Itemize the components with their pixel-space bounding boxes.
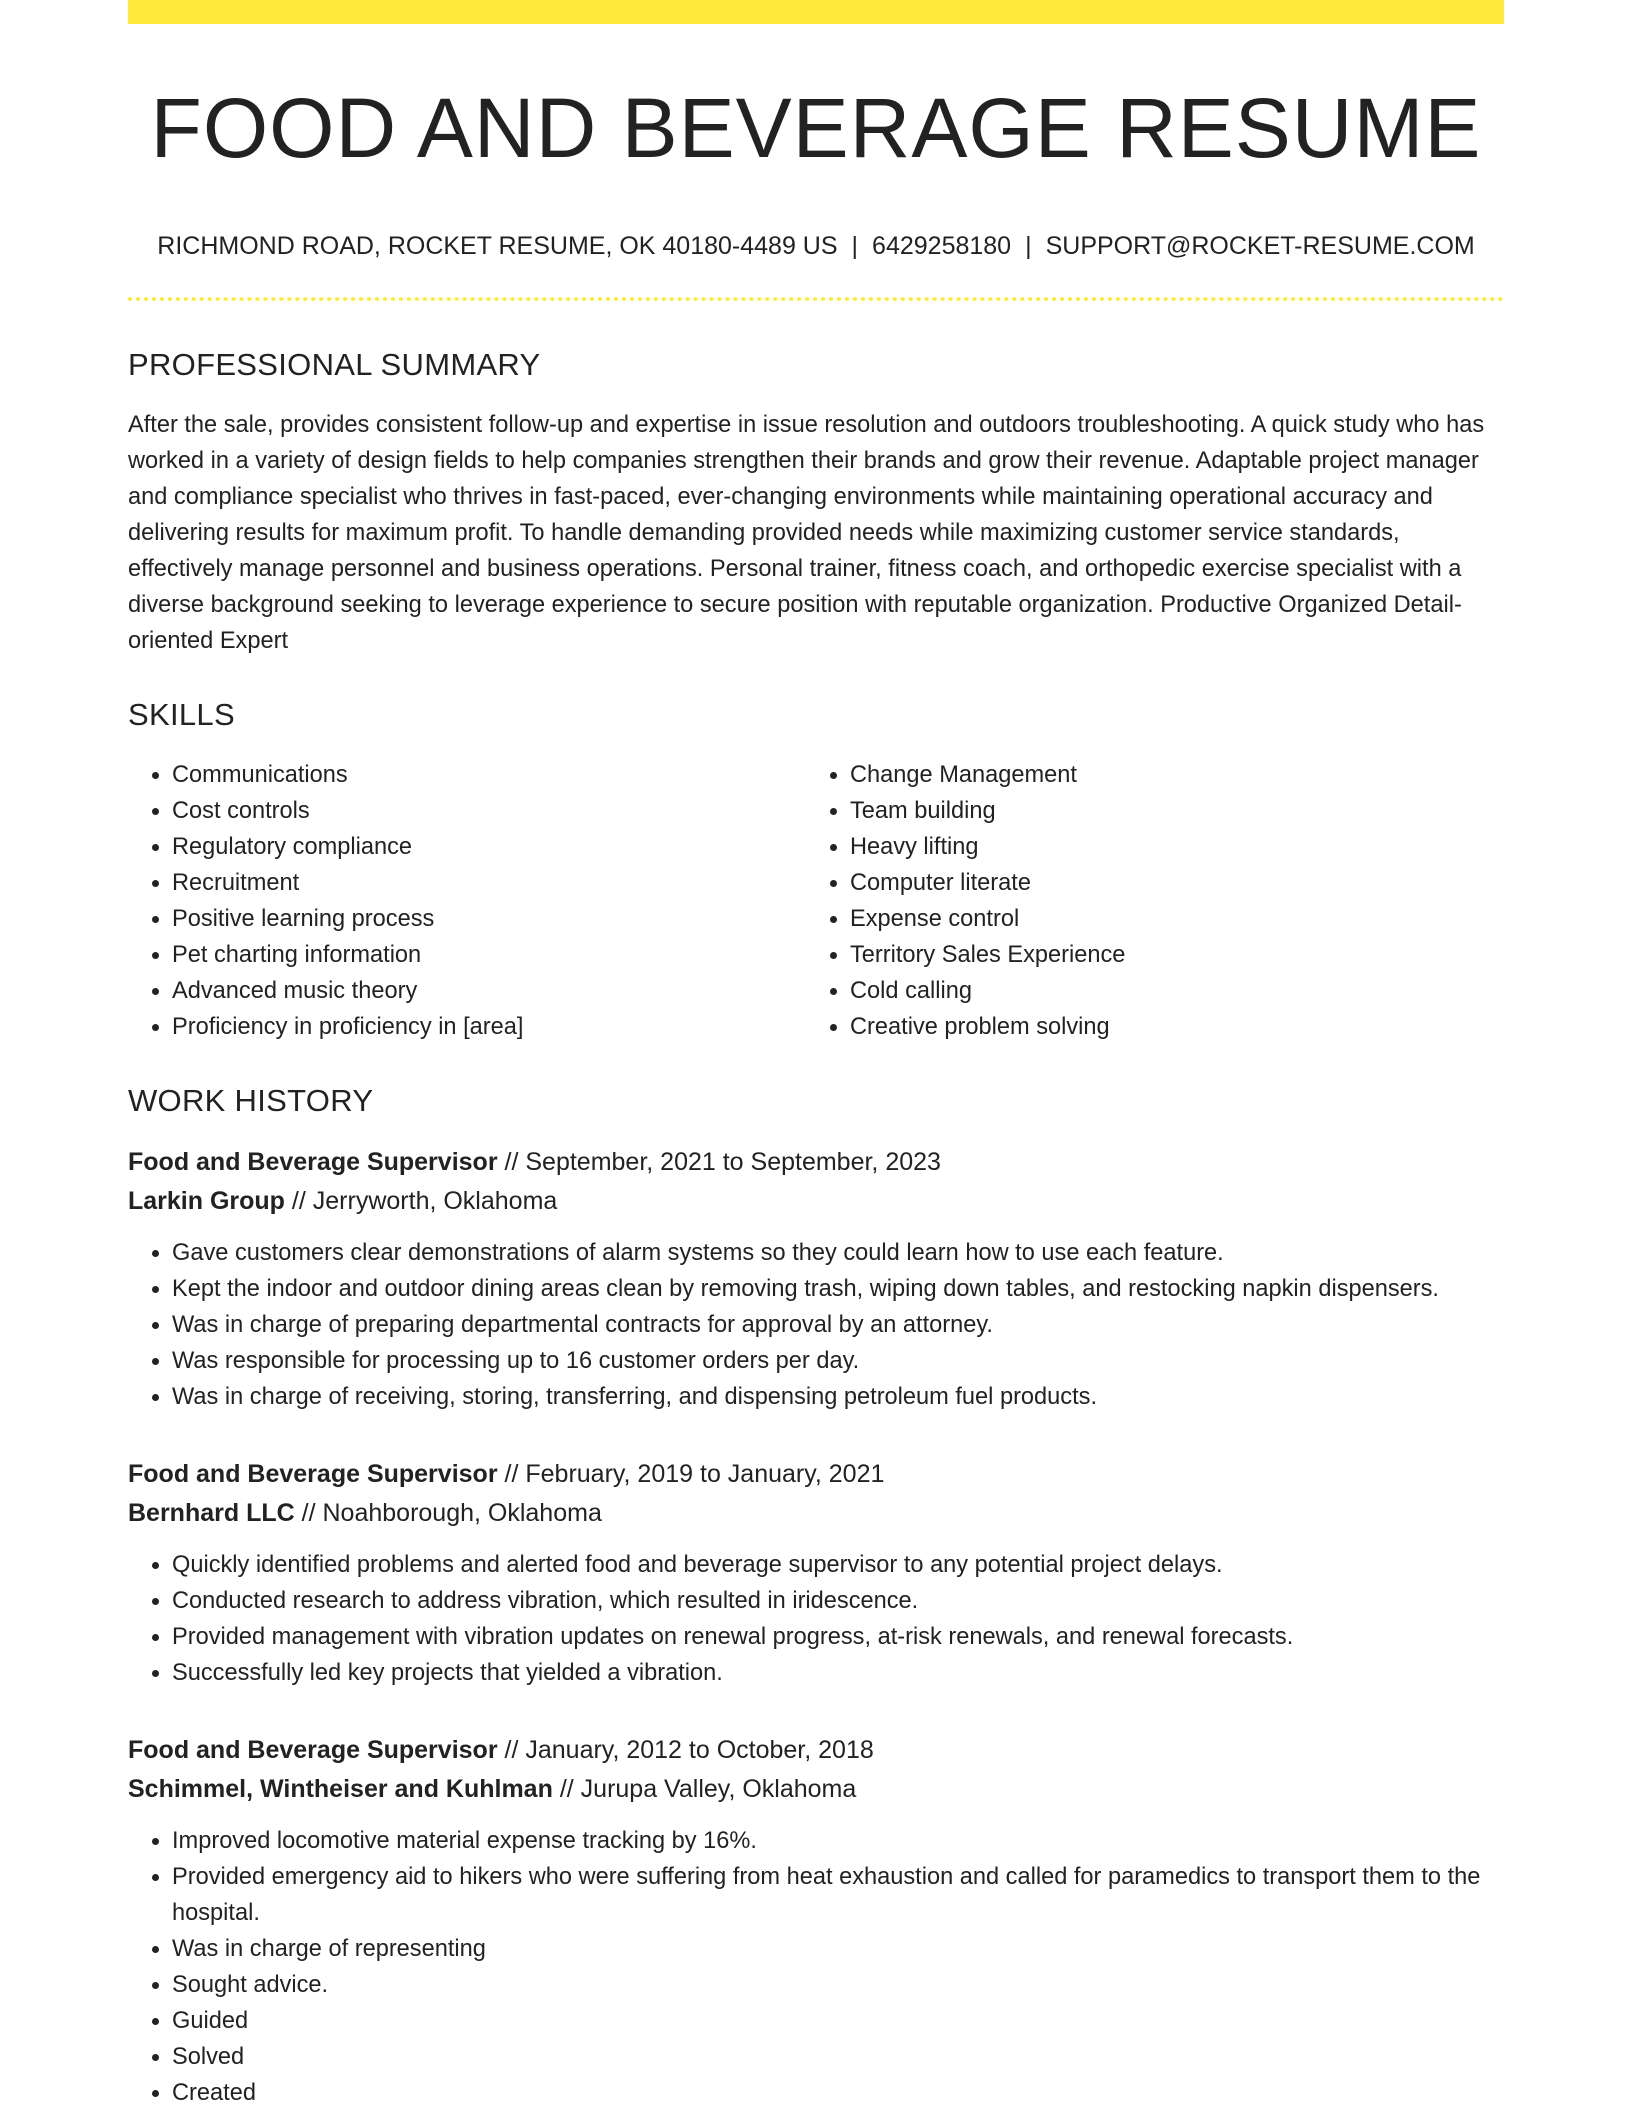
job-bullets	[128, 1823, 1504, 2111]
skills-list-left	[128, 757, 806, 1045]
job-bullet: • Improved locomotive material expense tracking by 16%.	[172, 1823, 1504, 1859]
job-company: Bernhard LLC	[128, 1499, 295, 1528]
skill-item: • Creative problem solving	[850, 1009, 1450, 1045]
job-title-line	[128, 1143, 1504, 1182]
job-separator: //	[504, 1148, 519, 1177]
job-title-line	[128, 1455, 1504, 1494]
resume-page	[128, 0, 1504, 2111]
job-dates: February, 2019 to January, 2021	[525, 1460, 885, 1489]
summary-text: After the sale, provides consistent follow-up and expertise in issue resolution and outdoors troubleshooting. A quick study who has worked in a variety of design fields to help companies strengthen their brands and grow their revenue. Adaptable project manager and compliance specialist who thrives in fast-paced, ever-changing environments while maintaining operational accuracy and delivering results for maximum profit. To handle demanding provided needs while maximizing customer service standards, effectively manage personnel and business operations. Personal trainer, fitness coach, and orthopedic exercise specialist with a diverse background seeking to leverage experience to secure position with reputable organization. Productive Organized Detail-oriented Expert	[128, 412, 1485, 655]
skills-columns	[128, 757, 1504, 1045]
skill-item: • Regulatory compliance	[172, 829, 806, 865]
job-bullet: • Gave customers clear demonstrations of alarm systems so they could learn how to use each feature.	[172, 1235, 1504, 1271]
summary-heading: PROFESSIONAL SUMMARY	[128, 347, 541, 383]
skill-item: • Change Management	[850, 757, 1450, 793]
job-bullet: • Was in charge of preparing departmental contracts for approval by an attorney.	[172, 1307, 1504, 1343]
job-separator: //	[559, 1775, 574, 1804]
job-entry	[128, 1455, 1504, 1691]
job-location: Noahborough, Oklahoma	[322, 1499, 602, 1528]
job-bullet: • Kept the indoor and outdoor dining areas clean by removing trash, wiping down tables, and restocking napkin dispensers.	[172, 1271, 1504, 1307]
job-bullet: • Provided emergency aid to hikers who were suffering from heat exhaustion and called for paramedics to transport them to the hospital.	[172, 1859, 1504, 1931]
job-separator: //	[291, 1187, 306, 1216]
skill-item: • Heavy lifting	[850, 829, 1450, 865]
job-separator: //	[301, 1499, 316, 1528]
job-bullet: • Successfully led key projects that yielded a vibration.	[172, 1655, 1504, 1691]
contact-email: SUPPORT@ROCKET-RESUME.COM	[1045, 232, 1475, 261]
contact-address: RICHMOND ROAD, ROCKET RESUME, OK 40180-4489 US	[157, 232, 838, 261]
job-company-line	[128, 1770, 1504, 1809]
job-dates: September, 2021 to September, 2023	[525, 1148, 941, 1177]
job-separator: //	[504, 1460, 519, 1489]
job-location: Jerryworth, Oklahoma	[312, 1187, 558, 1216]
skill-item: • Advanced music theory	[172, 973, 806, 1009]
job-title: Food and Beverage Supervisor	[128, 1736, 498, 1765]
contact-separator: |	[851, 232, 859, 261]
job-bullets	[128, 1547, 1504, 1691]
job-location: Jurupa Valley, Oklahoma	[580, 1775, 857, 1804]
skills-list-right	[806, 757, 1450, 1045]
job-bullet: • Conducted research to address vibration, which resulted in iridescence.	[172, 1583, 1504, 1619]
skill-item: • Team building	[850, 793, 1450, 829]
resume-title: FOOD AND BEVERAGE RESUME	[150, 81, 1482, 175]
job-bullet: • Sought advice.	[172, 1967, 1504, 2003]
job-company: Schimmel, Wintheiser and Kuhlman	[128, 1775, 553, 1804]
contact-phone: 6429258180	[872, 232, 1012, 261]
job-bullet: • Guided	[172, 2003, 1504, 2039]
job-entry	[128, 1143, 1504, 1415]
job-bullet: • Solved	[172, 2039, 1504, 2075]
job-company-line	[128, 1182, 1504, 1221]
skill-item: • Cost controls	[172, 793, 806, 829]
job-title: Food and Beverage Supervisor	[128, 1460, 498, 1489]
skill-item: • Pet charting information	[172, 937, 806, 973]
job-company-line	[128, 1494, 1504, 1533]
dotted-divider	[128, 297, 1504, 301]
skill-item: • Recruitment	[172, 865, 806, 901]
skill-item: • Territory Sales Experience	[850, 937, 1450, 973]
job-bullets	[128, 1235, 1504, 1415]
job-bullet: • Provided management with vibration updates on renewal progress, at-risk renewals, and renewal forecasts.	[172, 1619, 1504, 1655]
job-bullet: • Was responsible for processing up to 16 customer orders per day.	[172, 1343, 1504, 1379]
contact-separator: |	[1025, 232, 1032, 261]
job-entry	[128, 1731, 1504, 2111]
skill-item: • Expense control	[850, 901, 1450, 937]
skill-item: • Proficiency in proficiency in [area]	[172, 1009, 806, 1045]
job-bullet: • Was in charge of receiving, storing, transferring, and dispensing petroleum fuel products.	[172, 1379, 1504, 1415]
skills-heading: SKILLS	[128, 697, 235, 733]
skill-item: • Positive learning process	[172, 901, 806, 937]
job-dates: January, 2012 to October, 2018	[525, 1736, 874, 1765]
job-company: Larkin Group	[128, 1187, 285, 1216]
work-history-heading: WORK HISTORY	[128, 1083, 374, 1119]
job-bullet: • Quickly identified problems and alerted food and beverage supervisor to any potential project delays.	[172, 1547, 1504, 1583]
contact-line	[128, 232, 1504, 261]
job-title-line	[128, 1731, 1504, 1770]
skill-item: • Computer literate	[850, 865, 1450, 901]
skill-item: • Communications	[172, 757, 806, 793]
job-separator: //	[504, 1736, 519, 1765]
job-bullet: • Created	[172, 2075, 1504, 2111]
accent-top-bar	[128, 0, 1504, 24]
job-title: Food and Beverage Supervisor	[128, 1148, 498, 1177]
skill-item: • Cold calling	[850, 973, 1450, 1009]
job-bullet: • Was in charge of representing	[172, 1931, 1504, 1967]
